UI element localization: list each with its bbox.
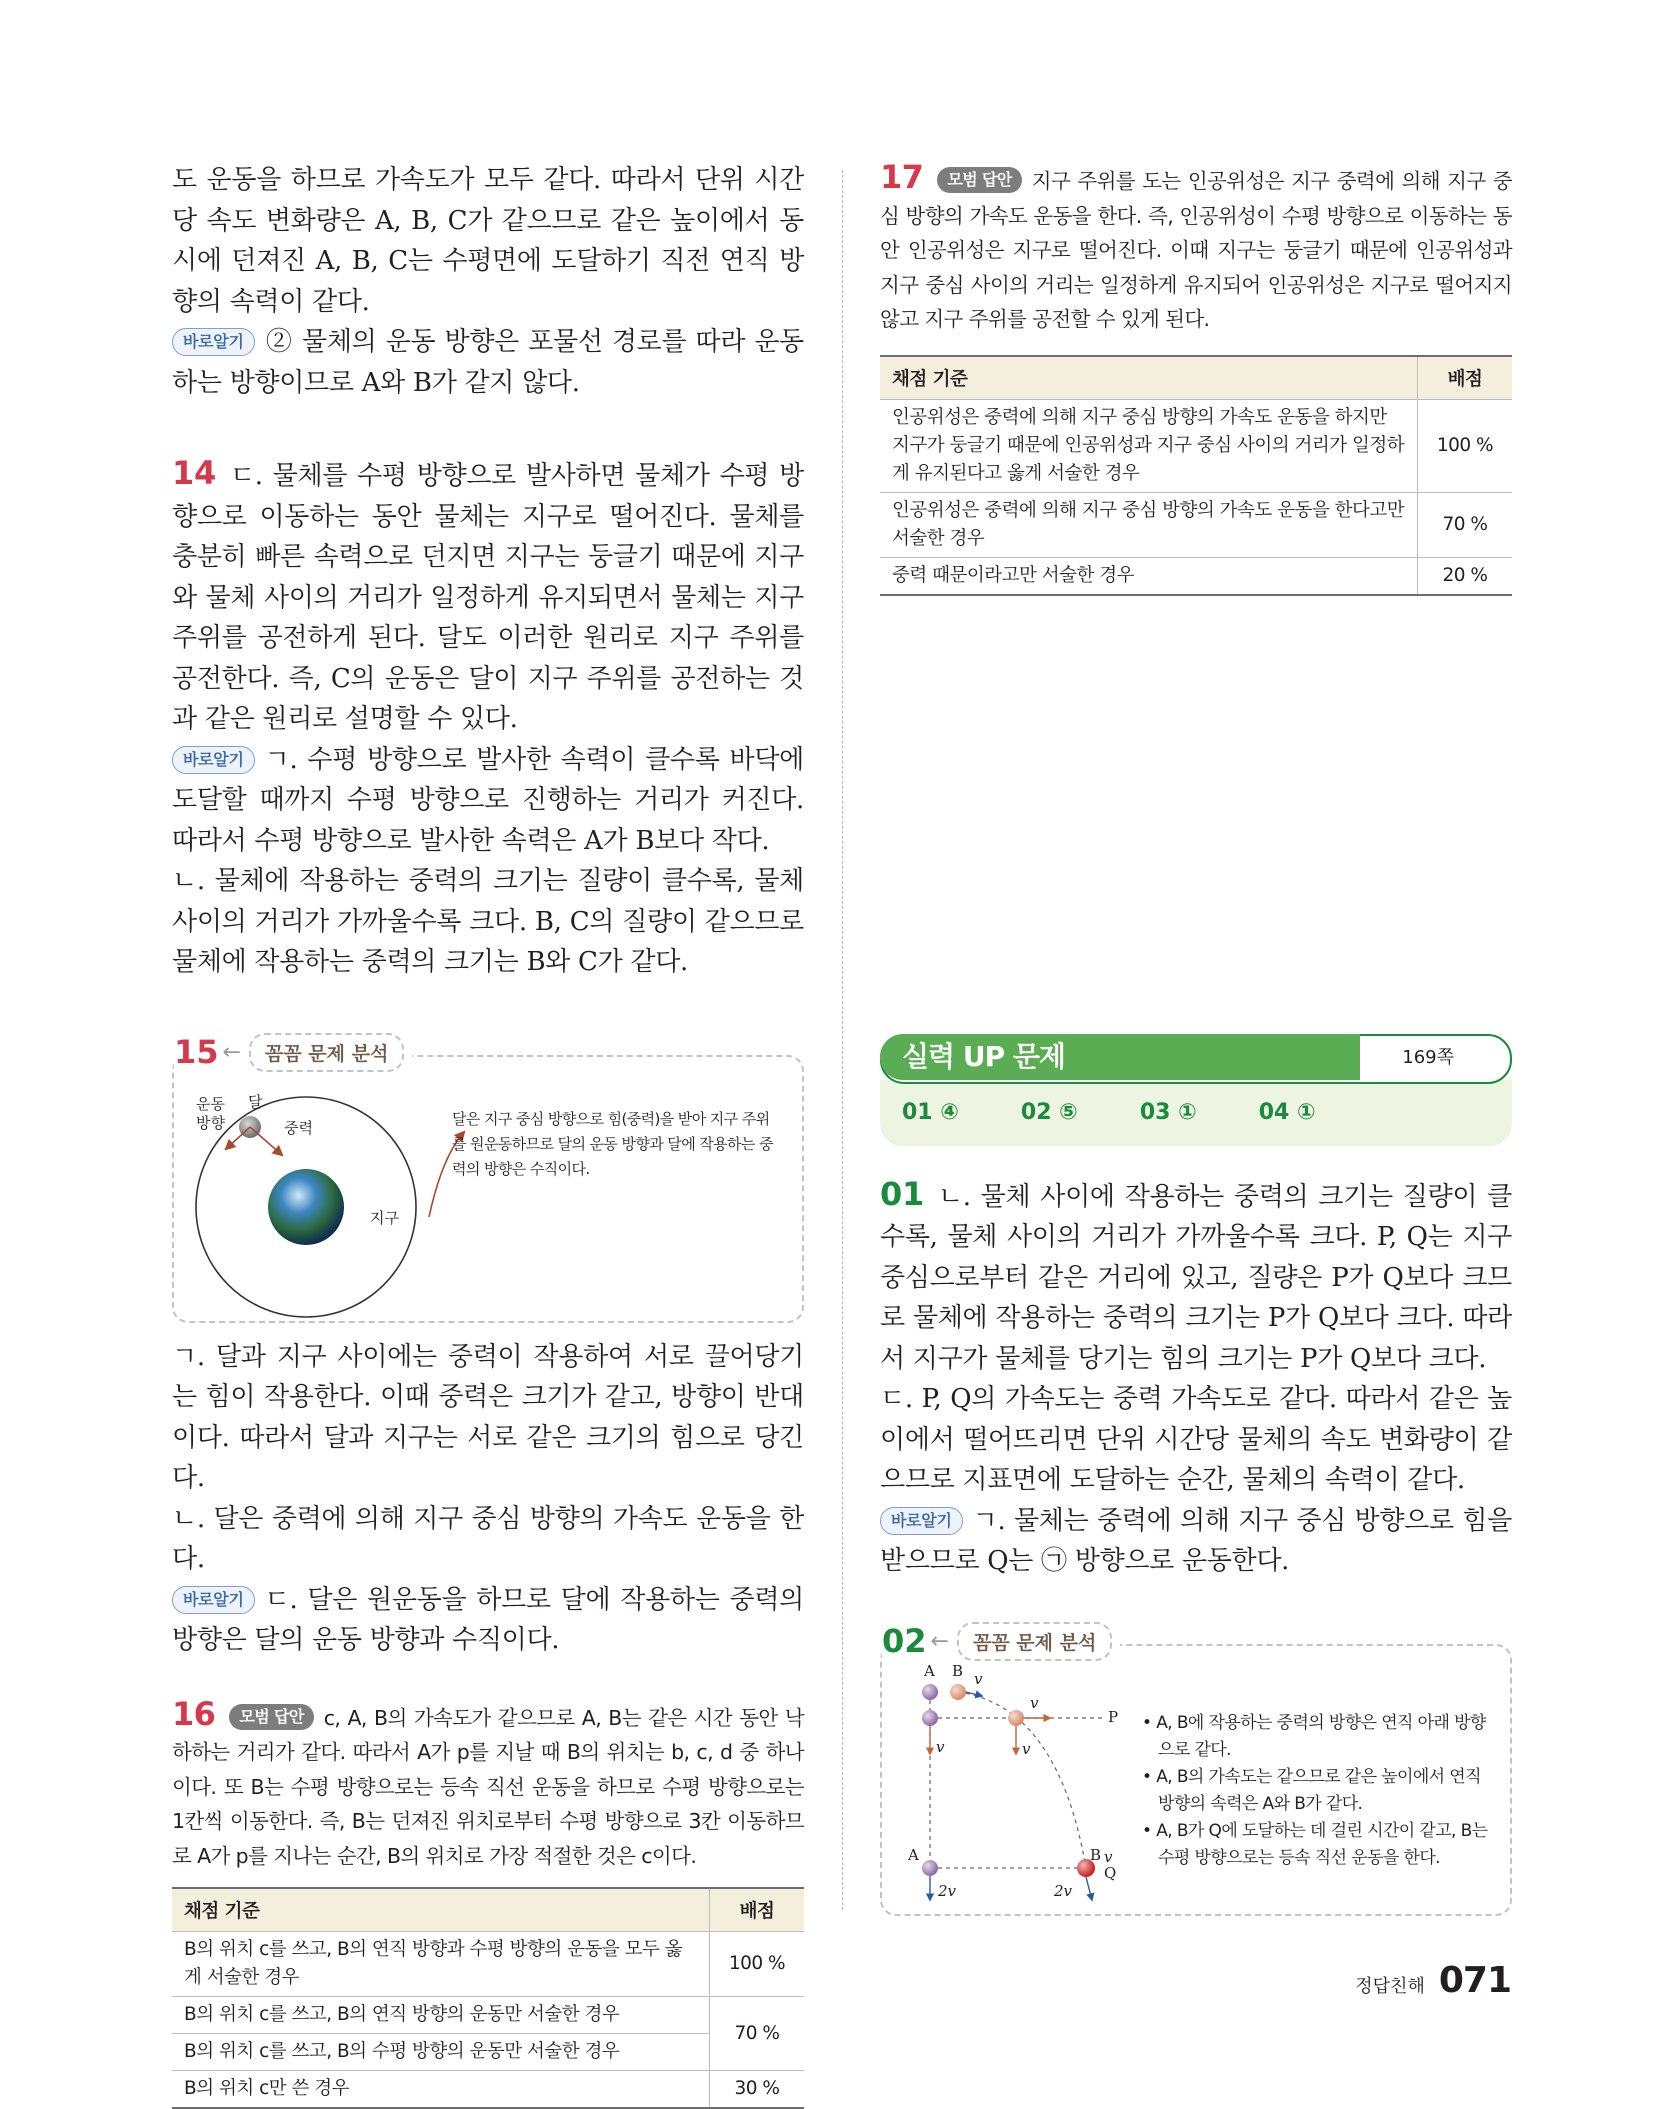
ball-b-p [1008, 1710, 1024, 1726]
q02-bullets [1142, 1710, 1494, 1872]
table-row: B의 위치 c를 쓰고, B의 연직 방향과 수평 방향의 운동을 모두 옳게 서술한 경우 100 % [172, 1932, 804, 1997]
intro-fix: 바로알기 ② 물체의 운동 방향은 포물선 경로를 따라 운동하는 방향이므로 A와 B가 같지 않다. [172, 327, 804, 398]
answer-item: 01 ④ [902, 1100, 959, 1125]
page-footer [1355, 1960, 1511, 2001]
q01-number: 01 [880, 1174, 924, 1213]
label-a: A [924, 1661, 935, 1680]
orbit-figure [174, 1057, 802, 1321]
arrow-icon: ← [930, 1628, 949, 1654]
left-column [172, 160, 804, 2109]
answer-item: 02 ⑤ [1020, 1100, 1078, 1125]
column-divider [842, 170, 843, 1910]
ball-a-p [922, 1710, 938, 1726]
label-a: A [908, 1845, 919, 1864]
label-2v: 2v [938, 1881, 957, 1900]
criteria-header: 채점 기준 [880, 356, 1418, 400]
table-row: 중력 때문이라고만 서술한 경우 20 % [880, 557, 1512, 595]
skill-up-answers [880, 1080, 1512, 1146]
q02-box-title: 꼼꼼 문제 분석 [957, 1622, 1112, 1661]
q15-number: 15 [174, 1033, 219, 1071]
q15-box-title: 꼼꼼 문제 분석 [249, 1033, 404, 1072]
intro-text: 도 운동을 하므로 가속도가 모두 같다. 따라서 단위 시간당 속도 변화량은 A, B, C가 같으므로 같은 높이에서 동시에 던져진 A, B, C는 수평면에 도달하기 직전 연직 방향의 속력이 같다. [172, 165, 804, 317]
moon-label: 달 [248, 1092, 263, 1111]
q16-number: 16 [172, 1694, 216, 1733]
answer-item: 04 ① [1258, 1100, 1316, 1125]
model-answer-badge: 모범 답안 [937, 167, 1021, 193]
projectile-figure [882, 1646, 1132, 1914]
ball-a-top [922, 1684, 938, 1700]
right-column [880, 160, 1512, 1916]
motion-direction-label: 운동 방향 [196, 1094, 225, 1132]
ball-a-bottom [922, 1860, 938, 1876]
q01-text2: ㄷ. P, Q의 가속도는 중력 가속도로 같다. 따라서 같은 높이에서 떨어뜨리면 단위 시간당 물체의 속도 변화량이 같으므로 지표면에 도달하는 순간, 물체의 속력이 같다. [880, 1384, 1512, 1495]
list-item: • A, B에 작용하는 중력의 방향은 연직 아래 방향으로 같다. [1142, 1712, 1486, 1760]
q15-analysis-box [172, 1033, 804, 1323]
q14-fix1: 바로알기 ㄱ. 수평 방향으로 발사한 속력이 클수록 바닥에 도달할 때까지 수평 방향으로 진행하는 거리가 커진다. 따라서 수평 방향으로 발사한 속력은 A가 B보다 작다. [172, 744, 804, 856]
fix-badge: 바로알기 [172, 328, 255, 356]
q01-text1: 01 ㄴ. 물체 사이에 작용하는 중력의 크기는 질량이 클수록, 물체 사이의 거리가 가까울수록 크다. P, Q는 지구 중심으로부터 같은 거리에 있고, 질량은 P가 Q보다 크므로 물체에 작용하는 중력의 크기는 P가 Q보다 크다. 따라서 지구가 물체를 당기는 힘의 크기는 P가 Q보다 크다. [880, 1174, 1512, 1374]
label-q: Q [1104, 1863, 1117, 1882]
earth-icon [268, 1169, 344, 1245]
list-item: • A, B의 가속도는 같으므로 같은 높이에서 연직 방향의 속력은 A와 B가 같다. [1142, 1766, 1481, 1814]
skill-up-bar [880, 1034, 1512, 1084]
table-row: 인공위성은 중력에 의해 지구 중심 방향의 가속도 운동을 한다고만 서술한 경우 70 % [880, 492, 1512, 557]
q15-note: 달은 지구 중심 방향으로 힘(중력)을 받아 지구 주위를 원운동하므로 달의 운동 방향과 달에 작용하는 중력의 방향은 수직이다. [452, 1109, 773, 1178]
q02-analysis-box [880, 1622, 1512, 1916]
q15-fix: 바로알기 ㄷ. 달은 원운동을 하므로 달에 작용하는 중력의 방향은 달의 운동 방향과 수직이다. [172, 1584, 804, 1655]
gravity-label: 중력 [284, 1118, 313, 1137]
ball-b-top [950, 1684, 966, 1700]
fix-badge: 바로알기 [172, 746, 255, 774]
model-answer-badge: 모범 답안 [229, 1704, 313, 1730]
q14-fix2: ㄴ. 물체에 작용하는 중력의 크기는 질량이 클수록, 물체 사이의 거리가 가까울수록 크다. B, C의 질량이 같으므로 물체에 작용하는 중력의 크기는 B와 C가 같다. [172, 866, 804, 977]
label-v: v [1030, 1693, 1039, 1712]
q17-number: 17 [880, 158, 924, 196]
label-v: v [1022, 1739, 1031, 1758]
page-number: 071 [1438, 1960, 1511, 2001]
table-row: 인공위성은 중력에 의해 지구 중심 방향의 가속도 운동을 하지만 지구가 둥글기 때문에 인공위성과 지구 중심 사이의 거리가 일정하게 유지된다고 옳게 서술한 경우 100 % [880, 399, 1512, 492]
gravity-arrow [250, 1127, 282, 1155]
q14-number: 14 [172, 454, 216, 492]
label-p: P [1108, 1707, 1119, 1726]
label-v: v [936, 1737, 945, 1756]
skill-up-section [880, 1034, 1512, 1146]
skill-up-page: 169쪽 [1402, 1046, 1454, 1068]
q15-text2: ㄴ. 달은 중력에 의해 지구 중심 방향의 가속도 운동을 한다. [172, 1503, 804, 1574]
points-header: 배점 [1418, 356, 1513, 400]
label-2v: 2v [1054, 1881, 1073, 1900]
fix-badge: 바로알기 [172, 1586, 255, 1614]
q16-text: 16 모범 답안 c, A, B의 가속도가 같으므로 A, B는 같은 시간 동안 낙하하는 거리가 같다. 따라서 A가 p를 지날 때 B의 위치는 b, c, d 중 하나이다. 또 B는 수평 방향으로는 등속 직선 운동을 하므로 수평 방향으로는 1칸씩 이동한다. 즉, B는 던져진 위치로부터 수평 방향으로 3칸 이동하므로 A가 p를 지나는 순간, B의 위치로 가장 적절한 것은 c이다. [172, 1694, 804, 1868]
q02-number: 02 [882, 1622, 927, 1660]
table-row: B의 위치 c만 쓴 경우 30 % [172, 2071, 804, 2109]
earth-label: 지구 [370, 1208, 399, 1227]
label-v: v [974, 1669, 983, 1688]
q01-fix: 바로알기 ㄱ. 물체는 중력에 의해 지구 중심 방향으로 힘을 받으므로 Q는 ㉠ 방향으로 운동한다. [880, 1505, 1512, 1576]
points-header: 배점 [710, 1888, 805, 1932]
answer-item: 03 ① [1139, 1100, 1197, 1125]
q17-score-table [880, 355, 1512, 596]
table-row: B의 위치 c를 쓰고, B의 연직 방향의 운동만 서술한 경우 70 % [172, 1997, 804, 2034]
q14-text: 14 ㄷ. 물체를 수평 방향으로 발사하면 물체가 수평 방향으로 이동하는 동안 물체는 지구로 떨어진다. 물체를 충분히 빠른 속력으로 던지면 지구는 둥글기 때문에 지구와 물체 사이의 거리가 일정하게 유지되면서 물체는 지구 주위를 공전하게 된다. 달도 이러한 원리로 지구 주위를 공전한다. 즉, C의 운동은 달이 지구 주위를 공전하는 것과 같은 원리로 설명할 수 있다. [172, 454, 804, 734]
label-b: B [952, 1661, 964, 1680]
list-item: • A, B가 Q에 도달하는 데 걸린 시간이 같고, B는 수평 방향으로는 등속 직선 운동을 한다. [1142, 1820, 1488, 1868]
fix-badge: 바로알기 [880, 1507, 963, 1535]
criteria-header: 채점 기준 [172, 1888, 710, 1932]
skill-up-title: 실력 UP 문제 [880, 1034, 1360, 1080]
arrow-icon: ← [222, 1039, 241, 1065]
q17-text: 17 모범 답안 지구 주위를 도는 인공위성은 지구 중력에 의해 지구 중심 방향의 가속도 운동을 한다. 즉, 인공위성이 수평 방향으로 이동하는 동안 인공위성은 지구로 떨어진다. 이때 지구는 둥글기 때문에 인공위성과 지구 중심 사이의 거리는 일정하게 유지되어 인공위성은 지구로 떨어지지 않고 지구 주위를 공전할 수 있게 된다. [880, 158, 1512, 331]
q16-score-table [172, 1887, 804, 2109]
table-row: B의 위치 c를 쓰고, B의 수평 방향의 운동만 서술한 경우 [172, 2034, 804, 2071]
footer-label: 정답친해 [1355, 1976, 1425, 1997]
q15-text1: ㄱ. 달과 지구 사이에는 중력이 작용하여 서로 끌어당기는 힘이 작용한다. 이때 중력은 크기가 같고, 방향이 반대이다. 따라서 달과 지구는 서로 같은 크기의 힘으로 당긴다. [172, 1341, 804, 1493]
label-v: v [1104, 1847, 1113, 1866]
label-b: B [1090, 1845, 1102, 1864]
